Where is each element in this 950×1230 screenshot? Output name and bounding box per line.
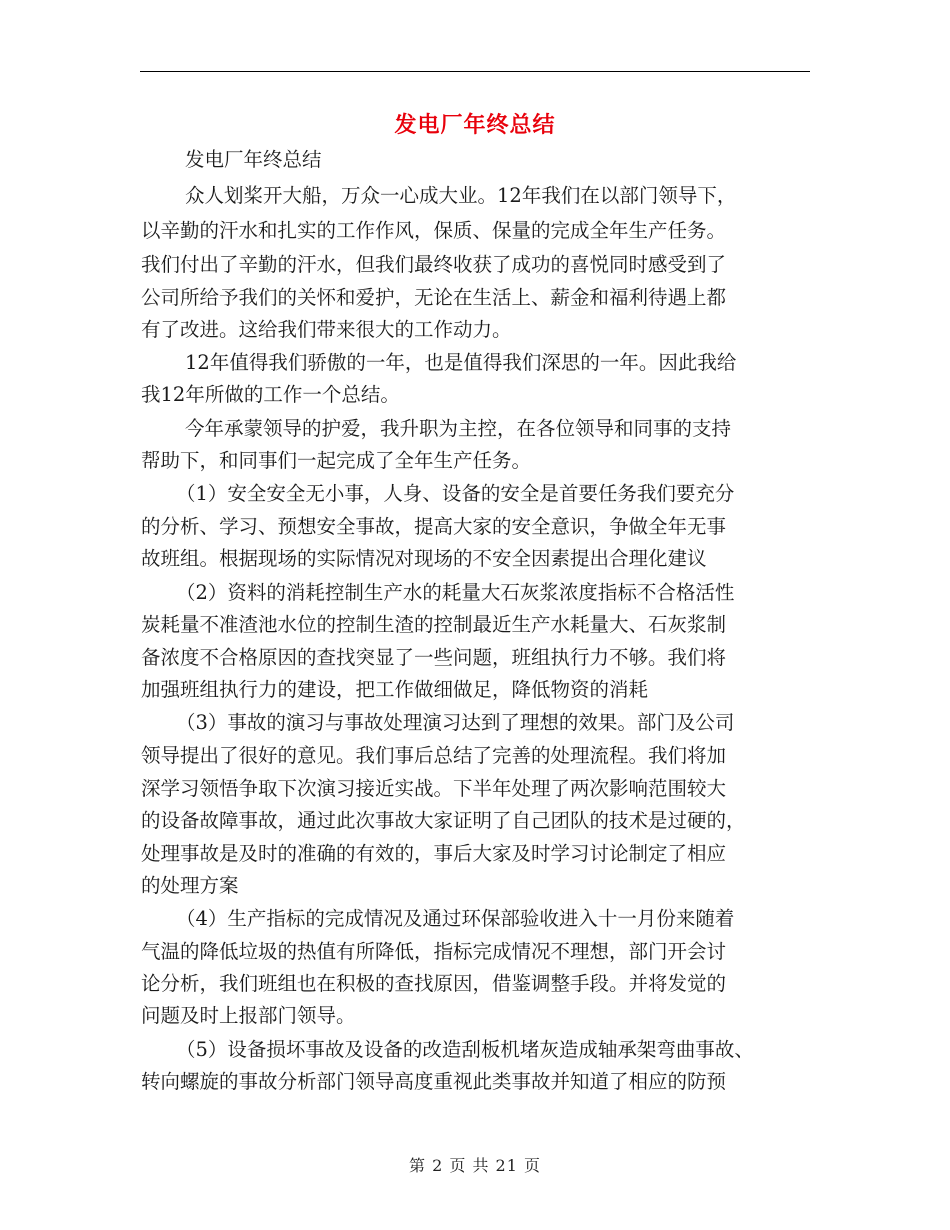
text-line: 处理事故是及时的准确的有效的，事后大家及时学习讨论制定了相应 [141,842,727,865]
text-line: 我们付出了辛勤的汗水，但我们最终收获了成功的喜悦同时感受到了 [141,253,727,276]
page-footer: 第 2 页 共 21 页 [409,1156,541,1175]
text-line: 炭耗量不准渣池水位的控制生渣的控制最近生产水耗量大、石灰浆制 [141,613,727,636]
text-line: 发电厂年终总结 [185,148,322,171]
text-line: 的处理方案 [141,874,239,897]
header-rule [140,71,810,72]
text-line: 以辛勤的汗水和扎实的工作作风，保质、保量的完成全年生产任务。 [141,219,727,242]
text-line: （5）设备损坏事故及设备的改造刮板机堵灰造成轴承架弯曲事故、 [176,1038,754,1061]
text-line: 帮助下，和同事们一起完成了全年生产任务。 [141,449,532,472]
text-line: （4）生产指标的完成情况及通过环保部验收进入十一月份来随着 [176,907,735,930]
document-title: 发电厂年终总结 [394,113,556,138]
text-line: 的设备故障事故，通过此次事故大家证明了自己团队的技术是过硬的， [141,809,746,832]
text-line: （3）事故的演习与事故处理演习达到了理想的效果。部门及公司 [176,711,735,734]
text-line: 今年承蒙领导的护爱，我升职为主控，在各位领导和同事的支持 [185,417,732,440]
text-line: 深学习领悟争取下次演习接近实战。下半年处理了两次影响范围较大 [141,777,727,800]
text-line: 故班组。根据现场的实际情况对现场的不安全因素提出合理化建议 [141,547,707,570]
text-line: 我12年所做的工作一个总结。 [141,383,400,406]
text-line: 公司所给予我们的关怀和爱护，无论在生活上、薪金和福利待遇上都 [141,286,727,309]
text-line: 有了改进。这给我们带来很大的工作动力。 [141,318,512,341]
text-line: （1）安全安全无小事，人身、设备的安全是首要任务我们要充分 [176,482,735,505]
text-line: 问题及时上报部门领导。 [141,1004,356,1027]
text-line: 备浓度不合格原因的查找突显了一些问题，班组执行力不够。我们将 [141,646,727,669]
text-line: 的分析、学习、预想安全事故，提高大家的安全意识，争做全年无事 [141,515,727,538]
text-line: （2）资料的消耗控制生产水的耗量大石灰浆浓度指标不合格活性 [176,581,735,604]
text-line: 领导提出了很好的意见。我们事后总结了完善的处理流程。我们将加 [141,744,727,767]
text-line: 众人划桨开大船，万众一心成大业。12年我们在以部门领导下， [185,184,737,207]
text-line: 转向螺旋的事故分析部门领导高度重视此类事故并知道了相应的防预 [141,1070,727,1093]
text-line: 论分析，我们班组也在积极的查找原因，借鉴调整手段。并将发觉的 [141,972,727,995]
text-line: 12年值得我们骄傲的一年，也是值得我们深思的一年。因此我给 [185,351,737,374]
text-line: 气温的降低垃圾的热值有所降低，指标完成情况不理想，部门开会讨 [141,940,727,963]
text-line: 加强班组执行力的建设，把工作做细做足，降低物资的消耗 [141,678,649,701]
